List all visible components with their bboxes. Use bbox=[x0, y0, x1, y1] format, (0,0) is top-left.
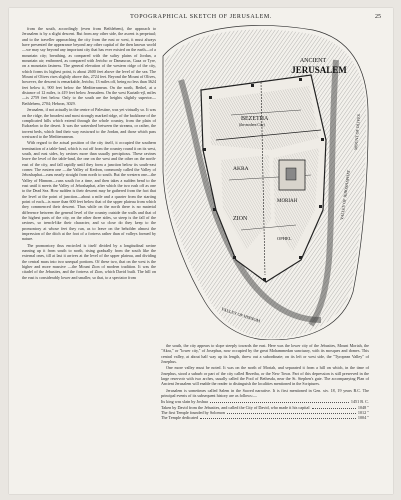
paragraph: from the south, accordingly (even from Bethlehem), the approach to Jerusalem is by a slight descent. But from any other side, the ascent is perpetual; and to the traveller approaching the city from the east or west, it must always have presented the appearance beyond any other capital of the then known world—we may say beyond any important city that has ever existed on the earth—of a mountain city; breathing, as compared with the sultry plains of Jordan, a mountain air; enthroned, as compared with Jericho or Damascus, Gaza or Tyre, on a mountain fastness. The general elevation of the western ridge of the city, which forms its highest point, is about 2600 feet above the level of the sea. The Mount of Olives rises slightly above this, 2724 feet. Beyond the Mount of Olives, however, the descent is remarkable, Jericho, 13 miles off, being no less than 3624 feet below it, 900 feet below the Mediterranean. On the north, Bethel, at a distance of 12 miles, is 419 feet below Jerusalem. On the west Kuriath-ejl, miles—is 2759 feet below. Only to the south are the heights slightly superior—Bethlehem, 2704; Hebron, 3029. bbox=[22, 26, 156, 106]
map-label-zion: ZION bbox=[233, 216, 248, 222]
paragraph: Jerusalem, if not actually in the centre of Palestine, was yet virtually so. It was on the ridge, the broadest and most strongly marked ridge, of the backbone of the complicated hills which extend through the whole country, from the plain of Esdraelon to the desert. It was the watershed between the streams, or rather, the torrent beds, which find their way eastward to the Jordan, and those which pass westward to the Mediterranean. bbox=[22, 107, 156, 139]
running-head: TOPOGRAPHICAL SKETCH OF JERUSALEM. bbox=[130, 14, 272, 20]
paragraph: the south, the city appears to slope steeply towards the east. Here was the lower city of the Jebusites, Mount Moriah, the "Akra," or "lower city," of Josephus, now occupied by the great Mohammedan sanctuary, with its mosques and domes. This central valley, at about half way up its length, threw out a subordinate; on its left or west side, the "Tyropean Valley" of Josephus. bbox=[161, 343, 369, 365]
paragraph: With regard to the actual position of the city itself, it occupied the southern termination of a table-land, which is cut off from the country round it on its west, south, and east sides, by ravines more than usually precipitous. These ravines leave the level of the table-land, the one on the west and the other on the north-east of the city, and fall rapidly until they form a junction below its south-east corner. The eastern one —the Valley of Kedron, commonly called the Valley of Jehoshaphat—runs nearly straight from north to south. But the western one—the Valley of Hinnom—runs south for a time, and then takes a sudden bend to the east until it meets the Valley of Jehoshaphat, after which the two rush off as one to the Dead Sea. How sudden is their descent may be gathered from the fact that the level at the point of junction—about a mile and a quarter from the starting point of each—is more than 600 feet below that of the upper plateau from which they commenced their descent. Thus while on the north there is no material difference between the general level of the country outside the walls and that of the highest parts of the city, on the other three sides, so steep is the fall of the ravines, so trench-like their character, and so close do they keep to the promontory at whose feet they run, as to leave on the beholder almost the impression of the ditch at the foot of a fortress rather than of valleys formed by nature. bbox=[22, 140, 156, 242]
map-label-ophel: OPHEL bbox=[277, 236, 292, 241]
map-label-hinnom: VALLEY OF HINNOM bbox=[220, 306, 261, 324]
map-title: JERUSALEM bbox=[291, 65, 347, 75]
map-label-modern-city: (the modern City) bbox=[239, 123, 265, 127]
paragraph: Jerusalem is sometimes called Salem in the Sacred narrative. It is first mentioned in Gen. xiv. 18, 19 years B.C. The principal events of its subsequent history are as follows:— bbox=[161, 387, 369, 399]
paragraph: One more valley must be noted. It was on the north of Moriah, and separated it from a hill on which, in the time of Josephus, stood a suburb or part of the city called Bezetha, or the New Town. Part of this depression is still preserved in the large reservoir with two arches, usually called the Pool of Bethesda, near the St. Stephen's gate. The accompanying Plan of Ancient Jerusalem will enable the reader to distinguish the localities mentioned in the Scriptures. bbox=[161, 365, 369, 387]
chronology-event: Taken by David from the Jebusites, and called the City of David, who made it his capital bbox=[161, 404, 310, 410]
map-label-moriah: MORIAH bbox=[277, 199, 298, 204]
chronology-row bbox=[161, 415, 369, 420]
map-label-jehoshaphat: VALLEY OF JEHOSHAPHAT bbox=[339, 169, 351, 221]
jerusalem-map-engraving bbox=[161, 20, 369, 340]
left-text-column bbox=[22, 26, 156, 476]
map-title-small: ANCIENT bbox=[299, 58, 327, 64]
chronology-date: 1012 " bbox=[357, 410, 369, 416]
bottom-right-text bbox=[161, 343, 369, 465]
chronology-event: The Temple dedicated bbox=[161, 415, 199, 421]
chronology-event: Its king was slain by Joshua bbox=[161, 399, 208, 405]
chronology-date: 1004 " bbox=[357, 415, 369, 421]
map-label-bezetha: BEZETHA bbox=[241, 116, 269, 122]
paragraph: The promontory thus encircled is itself divided by a longitudinal ravine running up it from south to north, rising gradually from the south like the external ones, till at last it arrives at the level of the upper plateau, and dividing the central mass into two unequal portions. Of these two, that on the west is the higher and more massive —the Mount Zion of modern tradition. It was the citadel of the Jebusites, and the fortress of Zion, which David built. The hill on the east is considerably lower and smaller, so that, to a spectator from bbox=[22, 242, 156, 280]
page-number: 25 bbox=[375, 14, 381, 20]
chronology-event: The first Temple founded by Solomon bbox=[161, 410, 225, 416]
chronology-date: 1048 " bbox=[357, 404, 369, 410]
chronology-date: 1451 B. C. bbox=[350, 399, 369, 405]
map-label-akra: AKRA bbox=[233, 166, 249, 172]
map-label-olives: MOUNT OF OLIVES bbox=[353, 113, 362, 151]
